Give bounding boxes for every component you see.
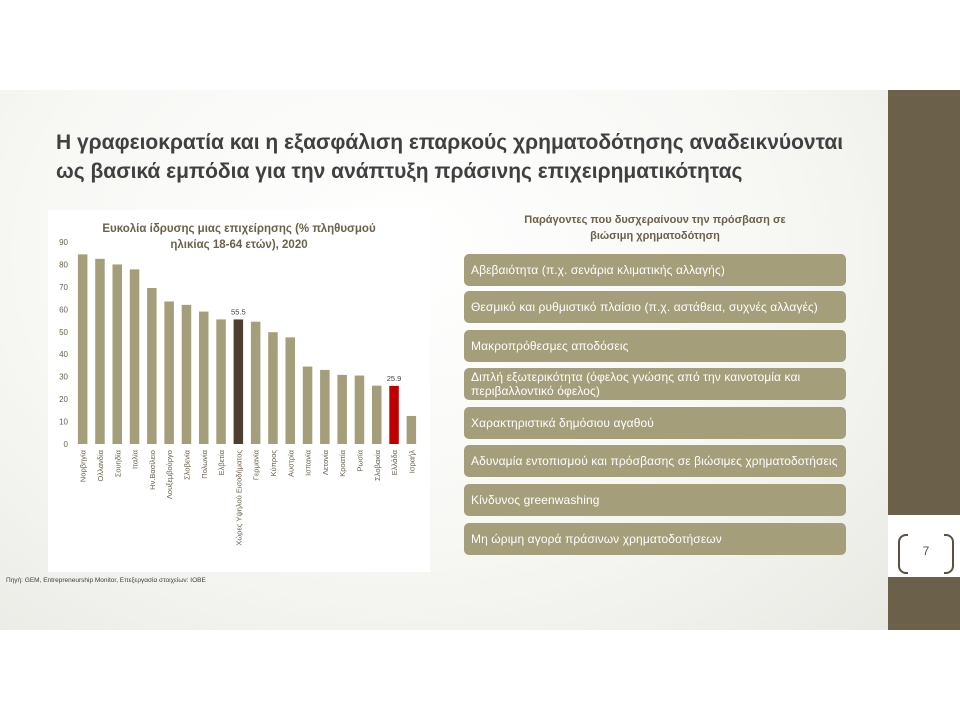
- y-tick-label: 10: [59, 417, 68, 427]
- x-tick-label: Σλοβενία: [182, 450, 192, 480]
- bar: [130, 269, 140, 444]
- slide-title-line-1: Η γραφειοκρατία και η εξασφάλιση επαρκούς χρηματοδότησης αναδεικνύονται: [56, 131, 844, 154]
- bar: [355, 376, 365, 444]
- y-tick-label: 70: [59, 282, 68, 292]
- data-label: 25.9: [386, 373, 402, 383]
- chart-title-line-2: ηλικίας 18-64 ετών), 2020: [170, 239, 308, 251]
- x-tick-label: Ην.Βασίλειο: [147, 450, 157, 490]
- bar: [372, 386, 382, 444]
- x-tick-label: Γερμανία: [251, 450, 261, 481]
- bar: [303, 367, 313, 444]
- factor-box: [464, 445, 846, 477]
- x-tick-label: Ισπανία: [303, 450, 313, 476]
- x-tick-label: Κύπρος: [268, 450, 278, 477]
- slide-number-box: [898, 534, 954, 574]
- factor-label: Αβεβαιότητα (π.χ. σενάρια κλιματικής αλλαγής): [471, 263, 725, 277]
- bar: [78, 254, 88, 444]
- x-tick-label: Ισραήλ: [407, 450, 417, 474]
- slide-title-line-2: ως βασικά εμπόδια για την ανάπτυξη πράσινης επιχειρηματικότητας: [56, 160, 743, 183]
- factor-label: Χαρακτηριστικά δημόσιου αγαθού: [471, 416, 654, 430]
- bar: [234, 319, 244, 444]
- bar: [216, 319, 226, 444]
- chart-source-note: Πηγή: GEM, Entrepreneurship Monitor, Επεξεργασία στοιχείων: ΙΟΒΕ: [6, 577, 206, 584]
- y-tick-label: 90: [59, 238, 68, 247]
- factors-title-line-1: Παράγοντες που δυσχεραίνουν την πρόσβαση σε: [524, 214, 786, 226]
- factor-label: Αδυναμία εντοπισμού και πρόσβασης σε βιώσιμες χρηματοδοτήσεις: [471, 454, 838, 468]
- x-tick-label: Ελβετία: [217, 450, 227, 476]
- bar: [268, 332, 278, 444]
- chart-panel: [48, 210, 430, 572]
- x-tick-label: Πολωνία: [199, 450, 209, 479]
- factors-title-line-2: βιώσιμη χρηματοδότηση: [590, 230, 720, 242]
- x-tick-label: Ιταλία: [130, 450, 140, 470]
- x-tick-label: Ρωσία: [355, 450, 365, 472]
- factor-label: Θεσμικό και ρυθμιστικό πλαίσιο (π.χ. αστάθεια, συχνές αλλαγές): [471, 300, 818, 314]
- x-tick-label: Αυστρία: [286, 450, 296, 477]
- bar: [182, 305, 192, 444]
- factor-box: [464, 407, 846, 439]
- x-tick-label: Λετονία: [320, 450, 330, 476]
- factors-title: [470, 212, 840, 244]
- x-tick-label: Σλοβακία: [372, 450, 382, 481]
- bar: [147, 288, 157, 444]
- bar: [112, 264, 122, 444]
- factor-box: [464, 368, 846, 400]
- x-tick-label: Λουξεμβούργο: [165, 450, 175, 500]
- bar: [407, 416, 417, 444]
- x-tick-label: Νορβηγία: [78, 450, 88, 483]
- x-tick-label: Ελλάδα: [390, 450, 400, 476]
- bar-chart: [48, 210, 430, 572]
- bar: [251, 322, 261, 444]
- factor-label: Διπλή εξωτερικότητα (όφελος γνώσης από την καινοτομία και περιβαλλοντικό όφελος): [471, 370, 801, 398]
- y-tick-label: 60: [59, 305, 68, 315]
- factor-box: [464, 523, 846, 555]
- bar: [164, 301, 174, 444]
- factor-label: Μη ώριμη αγορά πράσινων χρηματοδοτήσεων: [471, 532, 722, 546]
- bar: [199, 312, 209, 444]
- factor-box: [464, 330, 846, 362]
- y-tick-label: 80: [59, 260, 68, 270]
- y-tick-label: 40: [59, 350, 68, 360]
- data-label: 55.5: [231, 307, 246, 317]
- slide-number: 7: [922, 544, 930, 558]
- bar: [285, 337, 295, 444]
- bar: [320, 370, 330, 444]
- factor-box: [464, 291, 846, 323]
- x-tick-label: Ολλανδία: [95, 450, 105, 482]
- bar: [95, 259, 105, 444]
- x-tick-label: Χώρες Υψηλού Εισοδήματος: [234, 450, 244, 546]
- y-tick-label: 50: [59, 327, 68, 337]
- y-tick-label: 0: [63, 440, 68, 449]
- slide-title: [56, 128, 856, 186]
- y-tick-label: 20: [59, 395, 68, 405]
- factor-box: [464, 254, 846, 286]
- chart-title-line-1: Ευκολία ίδρυσης μιας επιχείρησης (% πληθυσμού: [102, 223, 376, 235]
- x-tick-label: Σουηδία: [113, 450, 123, 478]
- bar: [337, 375, 347, 444]
- factor-label: Μακροπρόθεσμες αποδόσεις: [471, 339, 629, 353]
- x-tick-label: Κροατία: [338, 450, 348, 477]
- factor-box: [464, 484, 846, 516]
- factor-label: Κίνδυνος greenwashing: [471, 493, 600, 507]
- bar: [389, 386, 399, 444]
- y-tick-label: 30: [59, 372, 68, 382]
